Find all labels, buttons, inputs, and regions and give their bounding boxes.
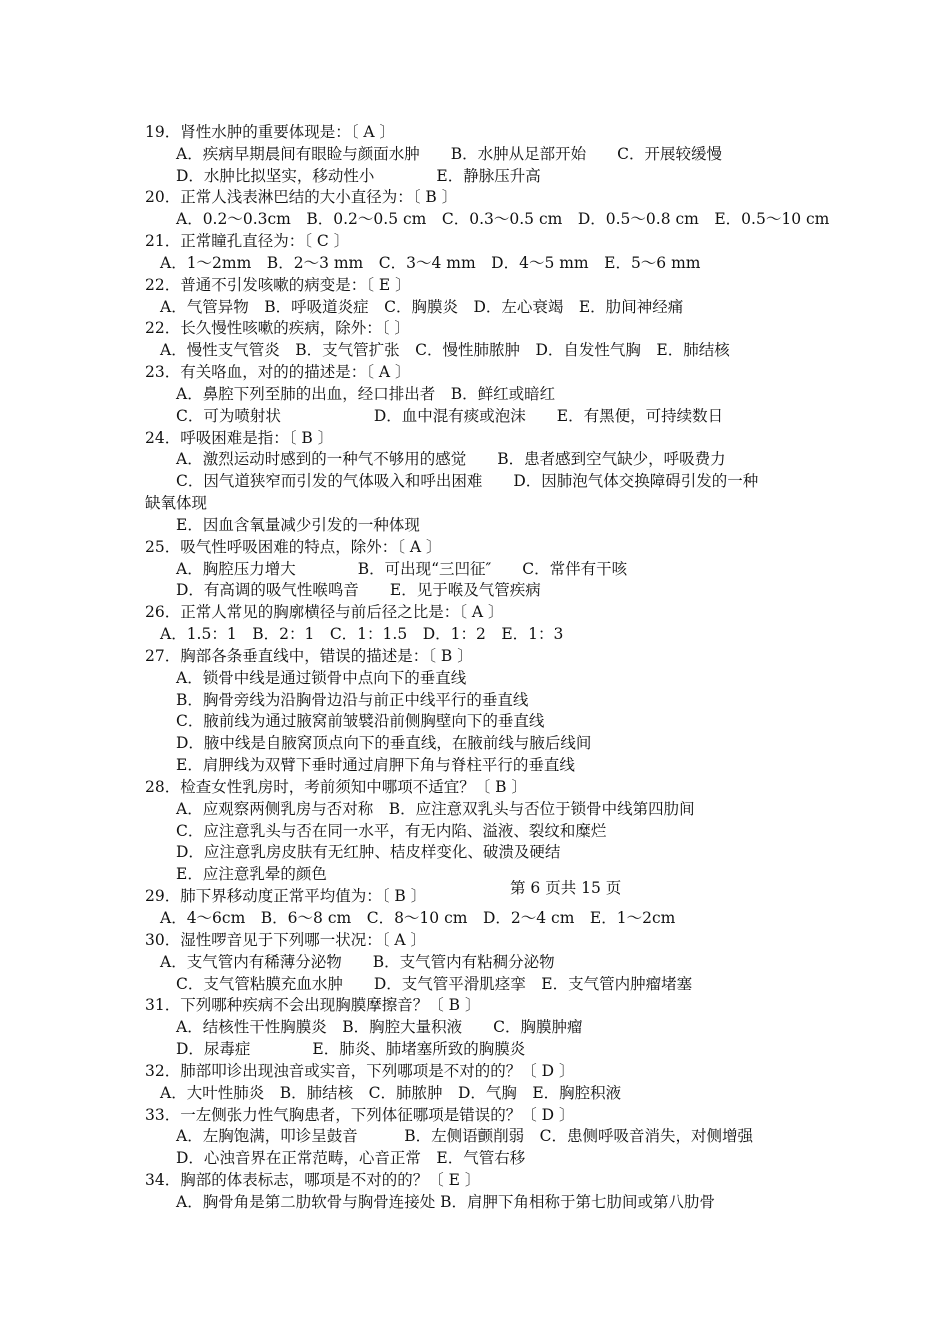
question-23: 23．有关咯血，对的的描述是：〔 A 〕 (145, 363, 411, 381)
options-33-a-c: A．左胸饱满，叩诊呈鼓音 B．左侧语颤削弱 C．患侧呼吸音消失，对侧增强 (176, 1127, 753, 1145)
question-29: 29．肺下界移动度正常平均值为：〔 B 〕 (145, 887, 427, 905)
question-25: 25．吸气性呼吸困难的特点，除外：〔 A 〕 (145, 538, 442, 556)
options-33-d-e: D．心浊音界在正常范畴，心音正常 E．气管右移 (176, 1149, 526, 1167)
options-31-d-e: D．尿毒症 E．肺炎、肺堵塞所致的胸膜炎 (176, 1040, 526, 1058)
options-32: A．大叶性肺炎 B．肺结核 C．肺脓肿 D．气胸 E．胸腔积液 (160, 1084, 622, 1102)
options-19-a-c: A．疾病早期晨间有眼睑与颜面水肿 B．水肿从足部开始 C．开展较缓慢 (176, 145, 722, 163)
options-30-c-e: C．支气管粘膜充血水肿 D．支气管平滑肌痉挛 E．支气管内肿瘤堵塞 (176, 975, 693, 993)
question-28: 28．检查女性乳房时，考前须知中哪项不适宜？〔 B 〕 (145, 778, 527, 796)
question-32: 32．肺部叩诊出现浊音或实音，下列哪项是不对的的？〔 D 〕 (145, 1062, 575, 1080)
options-24-e: E．因血含氧量减少引发的一种体现 (176, 516, 420, 534)
options-24-c-d: C．因气道狭窄而引发的气体吸入和呼出困难 D．因肺泡气体交换障碍引发的一种 (176, 472, 759, 490)
question-24: 24．呼吸困难是指：〔 B 〕 (145, 429, 334, 447)
options-22b: A．慢性支气管炎 B．支气管扩张 C．慢性肺脓肿 D．自发性气胸 E．肺结核 (160, 341, 730, 359)
options-24-d-cont: 缺氧体现 (145, 494, 208, 512)
option-27-c: C．腋前线为通过腋窝前皱襞沿前侧胸壁向下的垂直线 (176, 712, 545, 730)
question-22b: 22．长久慢性咳嗽的疾病，除外：〔 〕 (145, 319, 410, 337)
question-21: 21．正常瞳孔直径为：〔 C 〕 (145, 232, 350, 250)
question-22a: 22．普通不引发咳嗽的病变是：〔 E 〕 (145, 276, 411, 294)
options-25-d-e: D．有高调的吸气性喉鸣音 E．见于喉及气管疾病 (176, 581, 541, 599)
option-28-c: C．应注意乳头与否在同一水平，有无内陷、溢液、裂纹和糜烂 (176, 822, 607, 840)
question-20: 20．正常人浅表淋巴结的大小直径为：〔 B 〕 (145, 188, 458, 206)
options-25-a-c: A．胸腔压力增大 B．可出现“三凹征″ C．常伴有干咳 (176, 560, 628, 578)
option-28-d: D．应注意乳房皮肤有无红肿、桔皮样变化、破溃及硬结 (176, 843, 561, 861)
options-23-a-b: A．鼻腔下列至肺的出血，经口排出者 B．鲜红或暗红 (176, 385, 556, 403)
options-26: A．1.5：1 B．2：1 C．1：1.5 D．1：2 E．1：3 (160, 625, 564, 643)
question-31: 31．下列哪种疾病不会出现胸膜摩擦音？〔 B 〕 (145, 996, 481, 1014)
question-27: 27．胸部各条垂直线中，错误的描述是：〔 B 〕 (145, 647, 473, 665)
options-30-a-b: A．支气管内有稀薄分泌物 B．支气管内有粘稠分泌物 (160, 953, 555, 971)
options-19-d-e: D．水肿比拟坚实，移动性小 E．静脉压升高 (176, 167, 541, 185)
option-28-e: E．应注意乳晕的颜色 (176, 865, 327, 883)
option-27-b: B．胸骨旁线为沿胸骨边沿与前正中线平行的垂直线 (176, 691, 529, 709)
options-21: A．1～2mm B．2～3 mm C．3～4 mm D．4～5 mm E．5～6 mm (160, 254, 701, 272)
options-34-a-b: A．胸骨角是第二肋软骨与胸骨连接处 B．肩胛下角相称于第七肋间或第八肋骨 (176, 1193, 716, 1211)
option-27-e: E．肩胛线为双臂下垂时通过肩胛下角与脊柱平行的垂直线 (176, 756, 575, 774)
options-28-a-b: A．应观察两侧乳房与否对称 B．应注意双乳头与否位于锁骨中线第四肋间 (176, 800, 695, 818)
options-23-c-e: C．可为喷射状 D．血中混有痰或泡沫 E．有黑便，可持续数日 (176, 407, 724, 425)
question-30: 30．湿性啰音见于下列哪一状况：〔 A 〕 (145, 931, 427, 949)
question-19: 19．肾性水肿的重要体现是：〔 A 〕 (145, 123, 396, 141)
page-footer: 第 6 页共 15 页 (510, 879, 622, 897)
options-20: A．0.2～0.3cm B．0.2～0.5 cm C．0.3～0.5 cm D．0.5～0.8 cm E．0.5～10 cm (176, 210, 830, 228)
option-27-a: A．锁骨中线是通过锁骨中点向下的垂直线 (176, 669, 467, 687)
question-26: 26．正常人常见的胸廓横径与前后径之比是：〔 A 〕 (145, 603, 504, 621)
options-29: A．4～6cm B．6～8 cm C．8～10 cm D．2～4 cm E．1～2cm (160, 909, 676, 927)
options-31-a-c: A．结核性干性胸膜炎 B．胸腔大量积液 C．胸膜肿瘤 (176, 1018, 583, 1036)
options-24-a-b: A．激烈运动时感到的一种气不够用的感觉 B．患者感到空气缺少，呼吸费力 (176, 450, 726, 468)
option-27-d: D．腋中线是自腋窝顶点向下的垂直线，在腋前线与腋后线间 (176, 734, 592, 752)
question-33: 33．一左侧张力性气胸患者，下列体征哪项是错误的？〔 D 〕 (145, 1106, 575, 1124)
options-22a: A．气管异物 B．呼吸道炎症 C．胸膜炎 D．左心衰竭 E．肋间神经痛 (160, 298, 684, 316)
question-34: 34．胸部的体表标志，哪项是不对的的？〔 E 〕 (145, 1171, 481, 1189)
